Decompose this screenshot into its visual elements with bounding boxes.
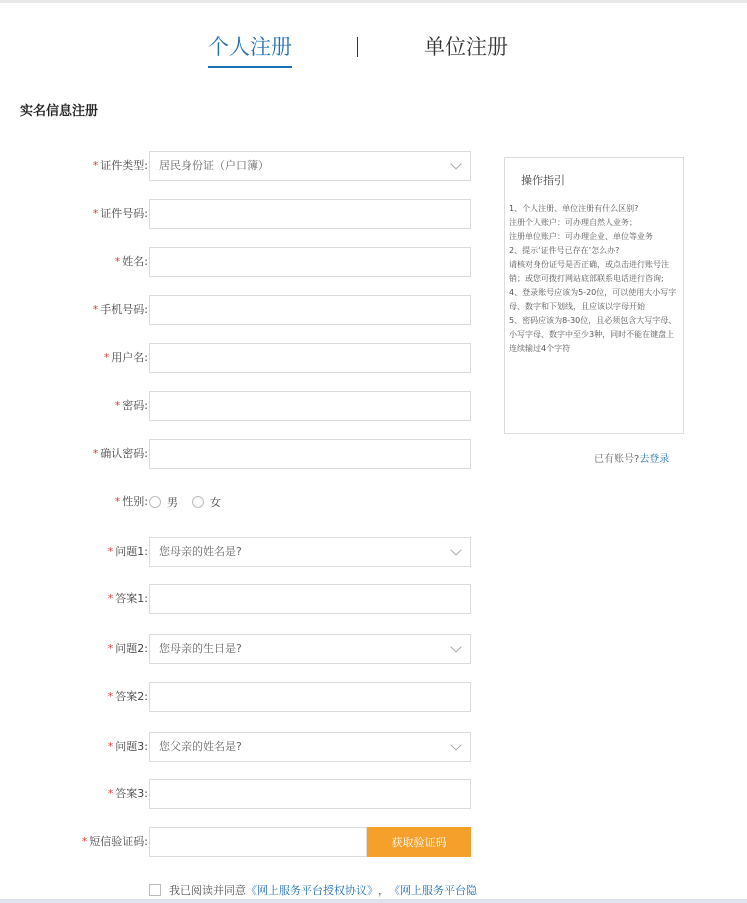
question2-label [108, 634, 148, 664]
gender-label [115, 487, 148, 517]
sms-code-label-text: 短信验证码: [89, 835, 148, 848]
confirm-password-label-text: 确认密码: [100, 447, 148, 460]
active-tab-underline [208, 66, 292, 68]
top-divider [0, 0, 747, 3]
gender-male-radio[interactable] [149, 496, 161, 508]
form-row-name [0, 247, 480, 277]
question2-value: 您母亲的生日是? [159, 642, 242, 655]
get-sms-code-button[interactable]: 获取验证码 [367, 827, 471, 857]
gender-label-text: 性别: [122, 495, 148, 508]
required-mark: * [92, 159, 99, 172]
agreement-separator: ， [378, 884, 389, 897]
privacy-agreement-link[interactable]: 《网上服务平台隐 [389, 884, 477, 897]
gender-options [149, 487, 235, 517]
answer2-label-text: 答案2: [115, 690, 148, 703]
chevron-down-icon [450, 544, 461, 555]
tab-unit-registration[interactable]: 单位注册 [424, 35, 508, 59]
go-login-link[interactable]: 去登录 [639, 454, 670, 465]
question2-label-text: 问题2: [115, 642, 148, 655]
password-label-text: 密码: [122, 399, 148, 412]
form-row-username [0, 343, 480, 373]
bottom-bar [0, 899, 747, 903]
required-mark: * [92, 207, 99, 220]
id-type-select[interactable] [149, 151, 471, 181]
chevron-down-icon [450, 739, 461, 750]
guide-line: 1、个人注册、单位注册有什么区别? [509, 204, 639, 213]
guide-line: 4、登录账号应该为5-20位，可以使用大小写字母、数字和下划线，且应该以字母开始 [509, 288, 677, 311]
gender-female-label: 女 [210, 496, 221, 509]
gender-female-radio[interactable] [192, 496, 204, 508]
question1-label [108, 537, 148, 567]
form-row-question2 [0, 634, 480, 664]
required-mark: * [114, 399, 121, 412]
gender-male-label: 男 [167, 496, 178, 509]
answer1-input[interactable] [149, 584, 471, 614]
password-label [115, 391, 148, 421]
guide-title: 操作指引 [521, 174, 565, 187]
form-row-answer2 [0, 682, 480, 712]
form-row-phone [0, 295, 480, 325]
operation-guide-panel [504, 157, 684, 434]
chevron-down-icon [450, 158, 461, 169]
sms-code-input[interactable] [149, 827, 367, 857]
question1-label-text: 问题1: [115, 545, 148, 558]
guide-line: 请核对身份证号是否正确，或点击进行账号注销；或您可拨打网站底部联系电话进行咨询; [509, 260, 669, 283]
id-type-label-text: 证件类型: [100, 159, 148, 172]
required-mark: * [107, 642, 114, 655]
id-number-input[interactable] [149, 199, 471, 229]
existing-account-prompt [594, 450, 669, 465]
required-mark: * [81, 835, 88, 848]
confirm-password-input[interactable] [149, 439, 471, 469]
form-row-answer1 [0, 584, 480, 614]
form-row-question1 [0, 537, 480, 567]
phone-label [93, 295, 148, 325]
required-mark: * [107, 690, 114, 703]
form-row-id-number [0, 199, 480, 229]
question3-value: 您父亲的姓名是? [159, 740, 242, 753]
id-number-label [93, 199, 148, 229]
form-row-answer3 [0, 779, 480, 809]
password-input[interactable] [149, 391, 471, 421]
guide-line: 注册单位账户：可办理企业、单位等业务 [509, 232, 653, 241]
answer2-input[interactable] [149, 682, 471, 712]
required-mark: * [114, 495, 121, 508]
form-row-confirm-password [0, 439, 480, 469]
id-number-label-text: 证件号码: [100, 207, 148, 220]
id-type-value: 居民身份证（户口簿） [159, 159, 269, 172]
form-row-question3 [0, 732, 480, 762]
required-mark: * [92, 447, 99, 460]
authorization-agreement-link[interactable]: 《网上服务平台授权协议》 [246, 884, 378, 897]
tab-separator [357, 37, 358, 57]
phone-label-text: 手机号码: [100, 303, 148, 316]
required-mark: * [92, 303, 99, 316]
phone-input[interactable] [149, 295, 471, 325]
gender-female-option[interactable] [192, 494, 221, 510]
section-title: 实名信息注册 [20, 104, 99, 119]
question3-label-text: 问题3: [115, 740, 148, 753]
answer3-input[interactable] [149, 779, 471, 809]
form-row-id-type [0, 151, 480, 181]
id-type-label [93, 151, 148, 181]
answer3-label-text: 答案3: [115, 787, 148, 800]
username-label-text: 用户名: [111, 351, 148, 364]
name-label-text: 姓名: [122, 255, 148, 268]
name-label [115, 247, 148, 277]
agreement-text: 我已阅读并同意 [169, 884, 246, 897]
required-mark: * [107, 740, 114, 753]
username-input[interactable] [149, 343, 471, 373]
answer1-label [108, 584, 148, 614]
question1-select[interactable] [149, 537, 471, 567]
required-mark: * [107, 592, 114, 605]
guide-line: 2、提示‘证件号已存在’怎么办? [509, 246, 620, 255]
name-input[interactable] [149, 247, 471, 277]
question3-select[interactable] [149, 732, 471, 762]
form-row-password [0, 391, 480, 421]
guide-line: 注册个人账户：可办理自然人业务； [509, 218, 637, 227]
username-label [104, 343, 148, 373]
required-mark: * [103, 351, 110, 364]
tab-personal-registration[interactable]: 个人注册 [208, 35, 292, 59]
question3-label [108, 732, 148, 762]
answer3-label [108, 779, 148, 809]
agreement-checkbox[interactable] [149, 884, 161, 896]
gender-male-option[interactable] [149, 494, 178, 510]
question2-select[interactable] [149, 634, 471, 664]
guide-line: 5、密码应该为8-30位，且必须包含大写字母、小写字母、数字中至少3种，同时不能在键盘上连续输过4个字符 [509, 316, 677, 353]
required-mark: * [107, 787, 114, 800]
answer2-label [108, 682, 148, 712]
question1-value: 您母亲的姓名是? [159, 545, 242, 558]
confirm-password-label [93, 439, 148, 469]
existing-account-text: 已有账号? [594, 454, 640, 465]
form-row-gender [0, 487, 480, 517]
agreement-row [149, 882, 477, 898]
required-mark: * [107, 545, 114, 558]
required-mark: * [114, 255, 121, 268]
sms-code-label [82, 827, 148, 857]
chevron-down-icon [450, 641, 461, 652]
form-row-sms-code [0, 827, 480, 857]
answer1-label-text: 答案1: [115, 592, 148, 605]
